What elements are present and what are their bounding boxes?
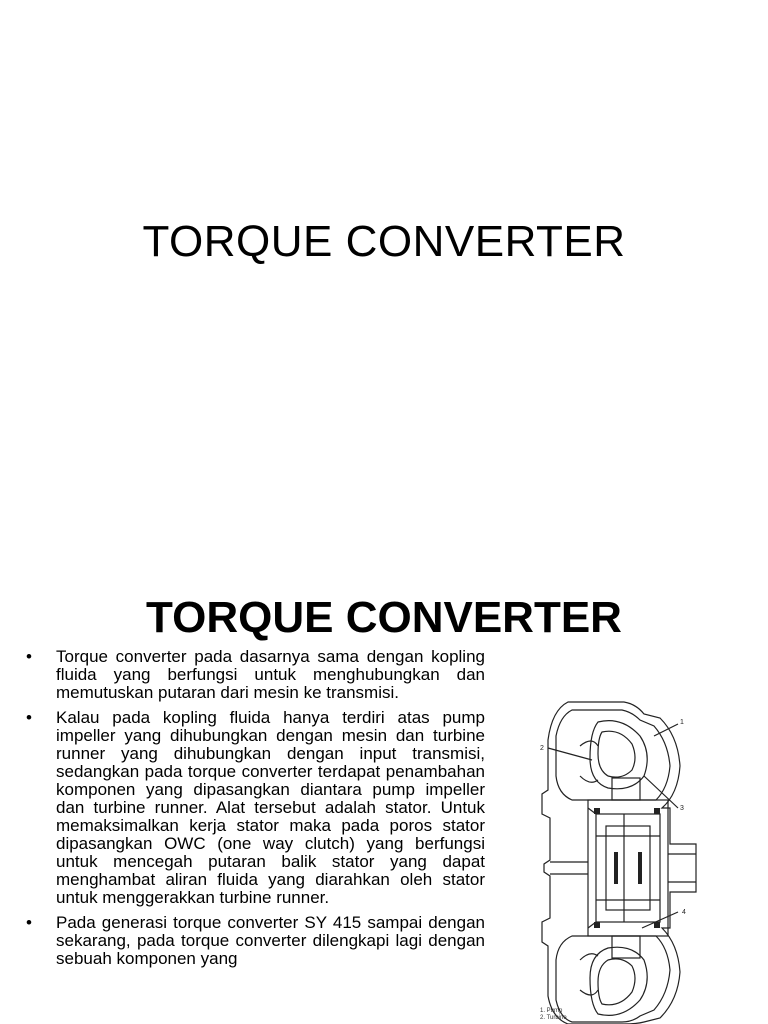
diagram-label: 4 bbox=[682, 909, 686, 916]
torque-converter-diagram bbox=[528, 696, 712, 1024]
diagram-label: 1 bbox=[680, 719, 684, 726]
caption-line: 2. Turbine bbox=[540, 1015, 567, 1021]
bullet-item bbox=[26, 914, 485, 968]
bullet-text: Pada generasi torque converter SY 415 sampai dengan sekarang, pada torque converter dilengkapi lagi dengan sebuah komponen yang bbox=[56, 913, 485, 968]
bullet-list bbox=[26, 648, 485, 975]
bullet-text: Torque converter pada dasarnya sama dengan kopling fluida yang berfungsi untuk menghubungkan dan memutuskan putaran dari mesin ke transmisi. bbox=[56, 647, 485, 702]
content-slide bbox=[0, 576, 768, 1024]
diagram-label: 3 bbox=[680, 805, 684, 812]
bullet-text: Kalau pada kopling fluida hanya terdiri atas pump impeller yang dihubungkan dengan mesin dan turbine runner yang dihubungkan dengan input transmisi, sedangkan pada torque converter terdapat penambahan komponen yang dipasangkan diantara pump impeller dan turbine runner. Alat tersebut adalah stator. Untuk memaksimalkan kerja stator maka pada poros stator dipasangkan OWC (one way clutch) yang berfungsi untuk mencegah putaran balik stator yang dapat menghambat aliran fluida yang diarahkan oleh stator untuk menggerakkan turbine runner. bbox=[56, 708, 485, 907]
bullet-marker: • bbox=[26, 913, 32, 932]
caption-line: 1. Pump bbox=[540, 1008, 563, 1014]
bullet-item bbox=[26, 648, 485, 702]
bullet-marker: • bbox=[26, 647, 32, 666]
torque-converter-cross-section bbox=[528, 696, 712, 1024]
diagram-label: 2 bbox=[540, 745, 544, 752]
bullet-item bbox=[26, 709, 485, 907]
title-slide-heading: TORQUE CONVERTER bbox=[142, 217, 626, 266]
diagram-caption bbox=[540, 1008, 567, 1022]
bullet-marker: • bbox=[26, 708, 32, 727]
content-slide-heading: TORQUE CONVERTER bbox=[146, 593, 622, 642]
